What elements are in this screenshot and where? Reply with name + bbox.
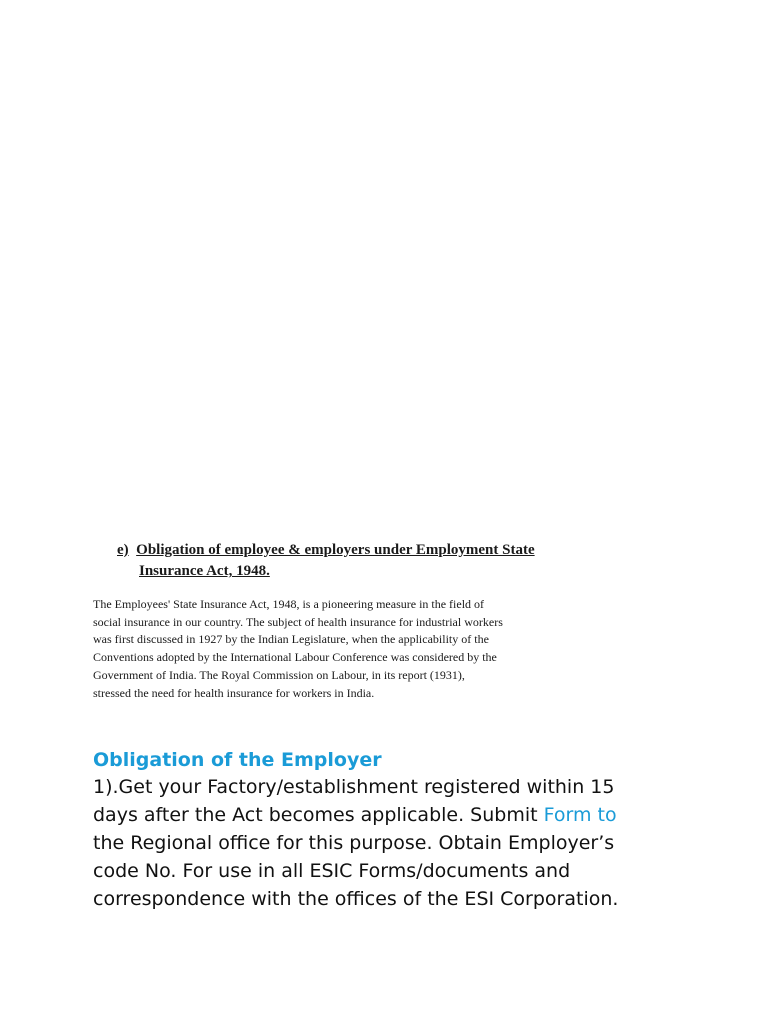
employer-section-title: Obligation of the Employer: [93, 749, 382, 771]
intro-line: The Employees' State Insurance Act, 1948, is a pioneering measure in the field of: [93, 597, 485, 611]
heading-title-line-1: Obligation of employee & employers under Employment State: [136, 542, 535, 558]
form-link[interactable]: Form to: [543, 804, 617, 826]
intro-paragraph: [93, 596, 613, 702]
obligation-line: [93, 801, 753, 829]
obligation-line: the Regional office for this purpose. Obtain Employer’s: [93, 832, 615, 854]
intro-line: Conventions adopted by the International Labour Conference was considered by the: [93, 650, 497, 665]
heading-marker: e): [117, 542, 129, 558]
obligation-line: 1).Get your Factory/establishment registered within 15: [93, 776, 615, 798]
intro-line: stressed the need for health insurance for workers in India.: [93, 685, 375, 700]
heading-line-1: [117, 540, 717, 561]
intro-line: Government of India. The Royal Commission on Labour, in its report (1931),: [93, 667, 465, 682]
obligation-line: correspondence with the offices of the ESI Corporation.: [93, 888, 619, 910]
heading-title-line-2: Insurance Act, 1948.: [139, 563, 270, 579]
intro-line: was first discussed in 1927 by the Indian Legislature, when the applicability of the: [93, 632, 489, 647]
intro-line: social insurance in our country. The subject of health insurance for industrial workers: [93, 614, 503, 629]
obligation-line: code No. For use in all ESIC Forms/documents and: [93, 860, 571, 882]
employer-obligation-text: [93, 773, 753, 913]
section-heading: [117, 540, 717, 582]
obligation-line-text: days after the Act becomes applicable. Submit: [93, 804, 544, 826]
